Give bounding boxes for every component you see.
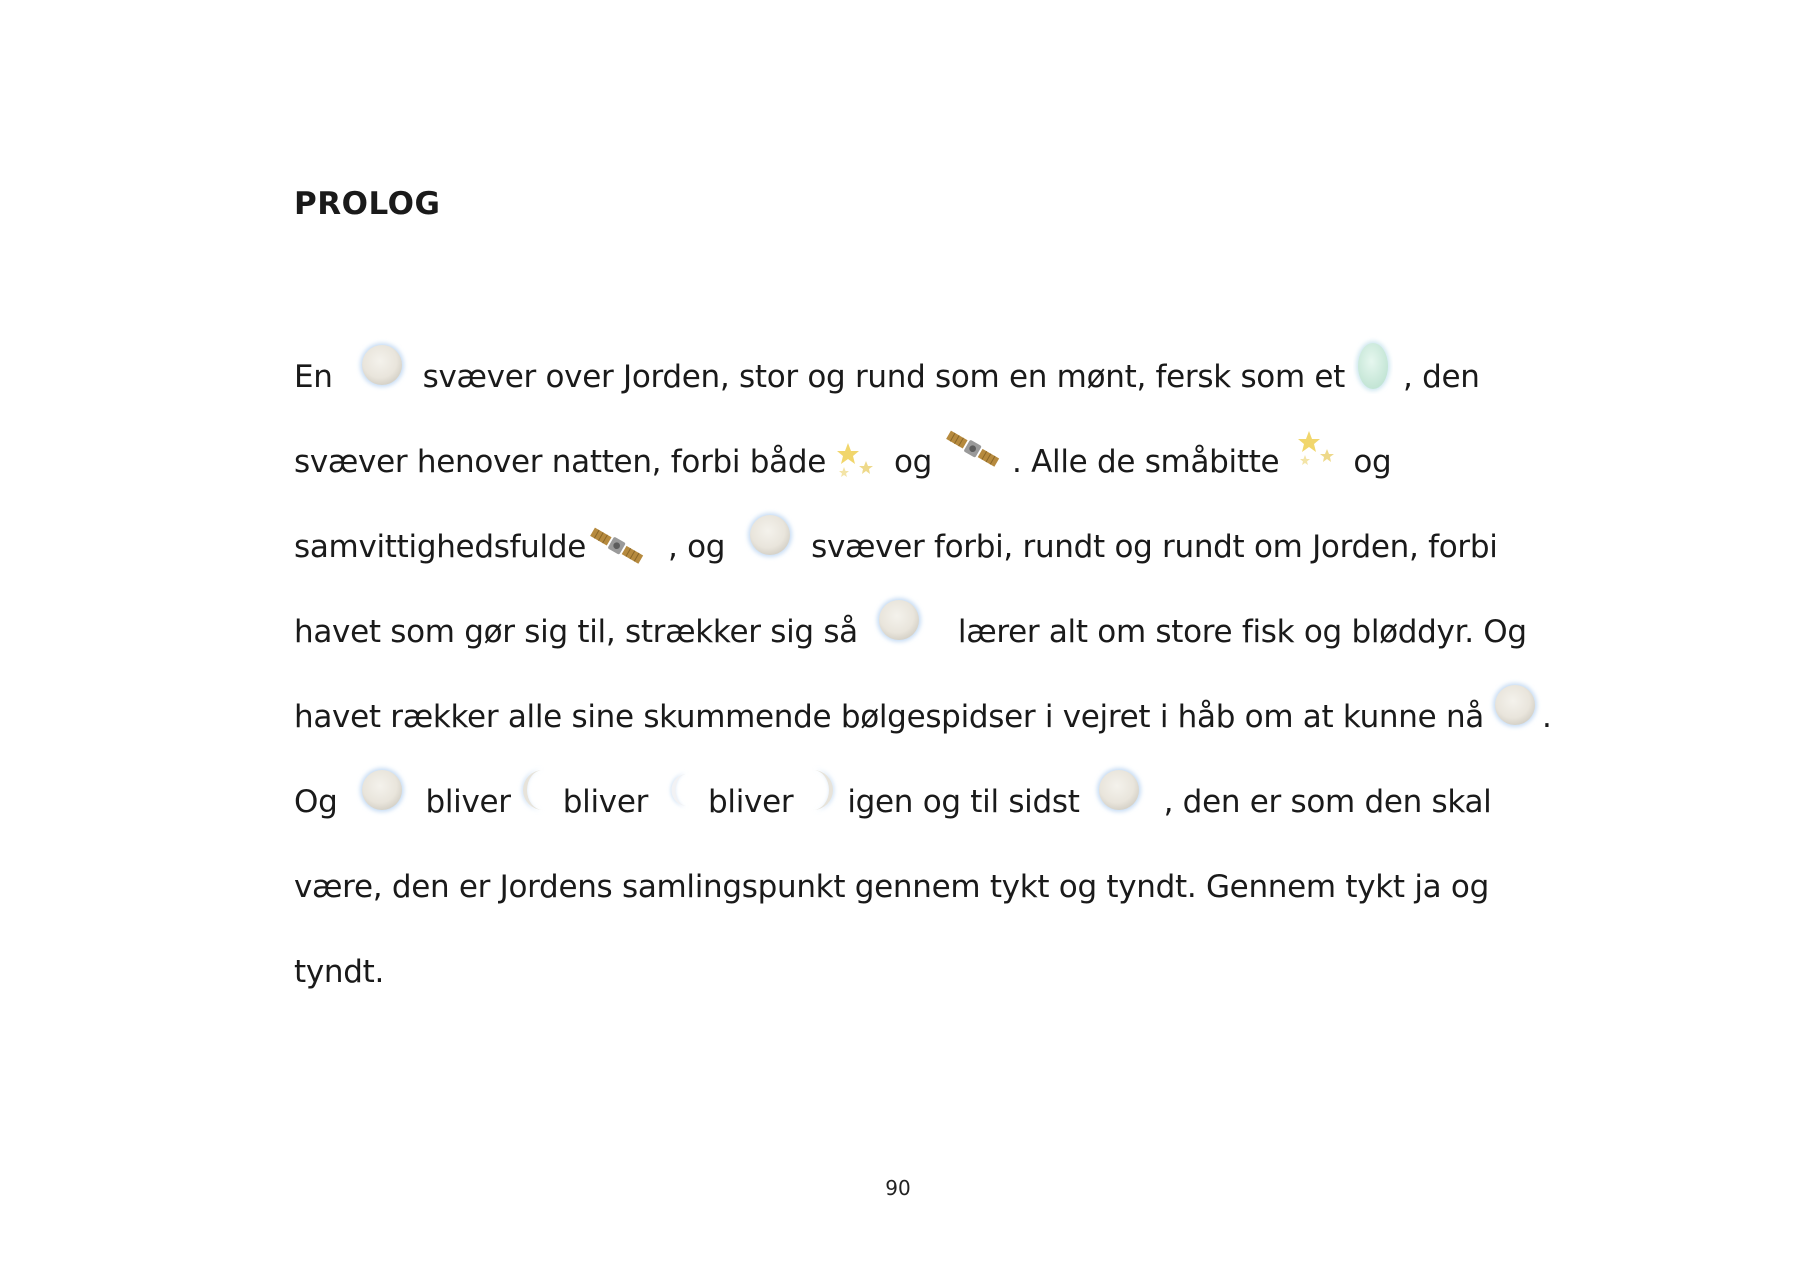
satellite-icon (586, 523, 648, 571)
text-span: tyndt. (294, 954, 385, 990)
text-line-8 (294, 942, 384, 1002)
text-line-4 (294, 602, 1527, 662)
text-span: svæver over Jorden, stor og rund som en mønt, fersk som et (422, 359, 1346, 395)
text-span: og (893, 444, 933, 480)
full-moon-icon (355, 338, 409, 392)
text-span: , og (667, 529, 726, 565)
crescent-moon-right-icon (799, 763, 839, 817)
text-span: , den er som den skal (1163, 784, 1492, 820)
full-moon-icon (1092, 763, 1146, 817)
text-span: være, den er Jordens samlingspunkt gennem tykt og tyndt. Gennem tykt ja og (294, 869, 1489, 905)
text-span: En (294, 359, 333, 395)
text-span: bliver (562, 784, 649, 820)
page-number: 90 (885, 1176, 911, 1200)
text-span: igen og til sidst (847, 784, 1080, 820)
crescent-moon-left-icon (666, 763, 702, 817)
text-span: havet som gør sig til, strækker sig så (294, 614, 858, 650)
crescent-moon-left-icon (517, 763, 557, 817)
text-line-1 (294, 347, 1480, 407)
egg-icon (1353, 336, 1393, 394)
text-span: . (1542, 699, 1552, 735)
text-line-5 (294, 687, 1552, 747)
full-moon-icon (1488, 678, 1542, 732)
satellite-icon (942, 426, 1004, 474)
text-span: havet rækker alle sine skummende bølgespidser i vejret i håb om at kunne nå (294, 699, 1484, 735)
chapter-heading: PROLOG (294, 186, 441, 222)
text-span: bliver (425, 784, 511, 820)
text-span: Og (294, 784, 338, 820)
sparkle-stars-icon (832, 439, 878, 485)
text-line-6 (294, 772, 1492, 832)
text-span: svæver forbi, rundt og rundt om Jorden, forbi (811, 529, 1498, 565)
text-span: lærer alt om store fisk og bløddyr. Og (957, 614, 1527, 650)
text-span: . Alle de småbitte (1012, 444, 1280, 480)
text-span: svæver henover natten, forbi både (294, 444, 826, 480)
sparkle-stars-icon (1293, 427, 1339, 473)
text-span: og (1353, 444, 1392, 480)
text-line-2 (294, 432, 1391, 492)
text-span: , den (1403, 359, 1480, 395)
full-moon-icon (872, 593, 926, 647)
full-moon-icon (355, 763, 409, 817)
text-span: samvittighedsfulde (294, 529, 586, 565)
text-span: bliver (708, 784, 794, 820)
text-line-3 (294, 517, 1498, 577)
text-line-7 (294, 857, 1489, 917)
full-moon-icon (743, 508, 797, 562)
